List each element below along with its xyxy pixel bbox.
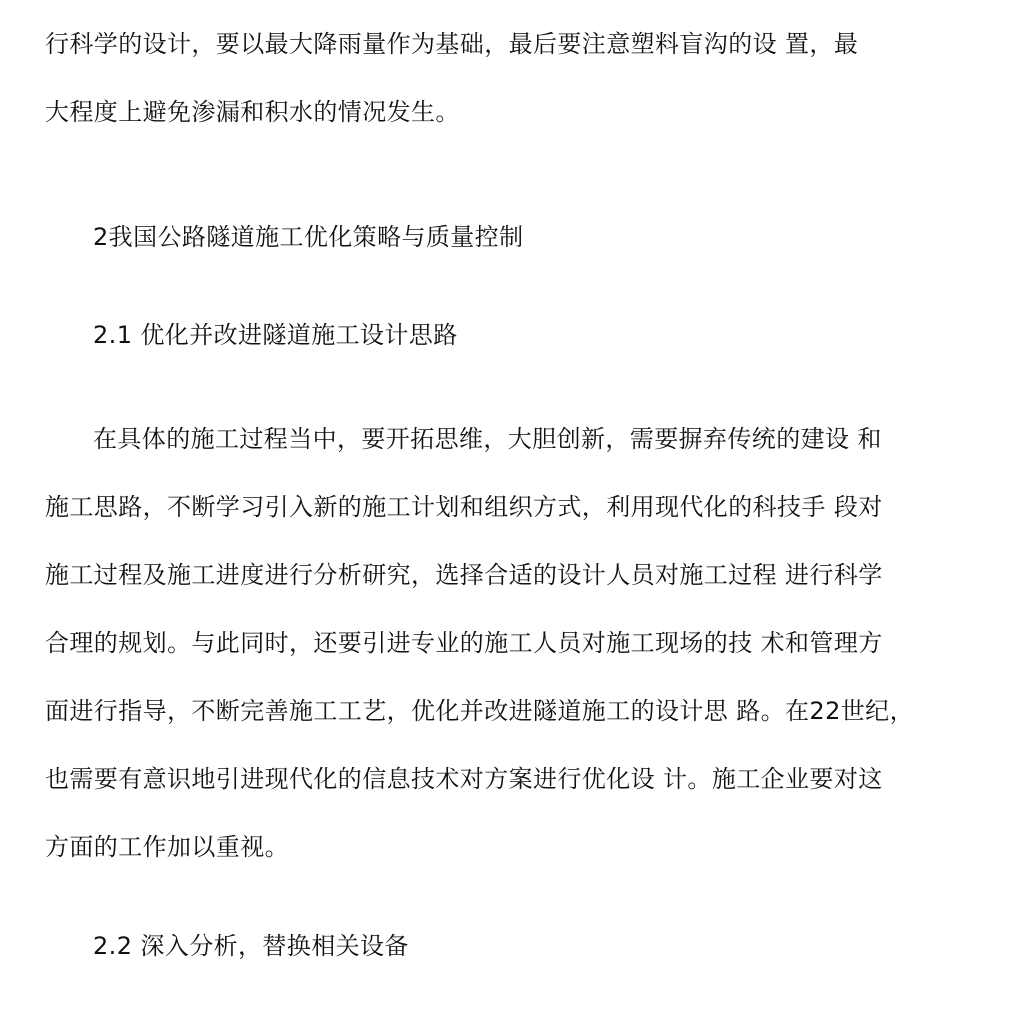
paragraph-2-line-2: 施工思路，不断学习引入新的施工计划和组织方式，利用现代化的科技手 段对 — [45, 493, 883, 521]
section-heading-2: 2我国公路隧道施工优化策略与质量控制 — [93, 223, 524, 251]
paragraph-2-line-5: 面进行指导，不断完善施工工艺，优化并改进隧道施工的设计思 路。在22世纪， — [45, 697, 914, 725]
paragraph-2-line-6: 也需要有意识地引进现代化的信息技术对方案进行优化设 计。施工企业要对这 — [45, 765, 883, 793]
section-heading-2-2: 2.2 深入分析，替换相关设备 — [93, 932, 409, 960]
paragraph-1-line-2: 大程度上避免渗漏和积水的情况发生。 — [45, 98, 460, 126]
paragraph-1-line-1: 行科学的设计，要以最大降雨量作为基础，最后要注意塑料盲沟的设 置，最 — [45, 30, 859, 58]
paragraph-2-line-3: 施工过程及施工进度进行分析研究，选择合适的设计人员对施工过程 进行科学 — [45, 561, 883, 589]
paragraph-2-line-1: 在具体的施工过程当中，要开拓思维，大胆创新，需要摒弃传统的建设 和 — [93, 425, 882, 453]
paragraph-2-line-7: 方面的工作加以重视。 — [45, 833, 289, 861]
section-heading-2-1: 2.1 优化并改进隧道施工设计思路 — [93, 321, 458, 349]
paragraph-2-line-4: 合理的规划。与此同时，还要引进专业的施工人员对施工现场的技 术和管理方 — [45, 629, 883, 657]
